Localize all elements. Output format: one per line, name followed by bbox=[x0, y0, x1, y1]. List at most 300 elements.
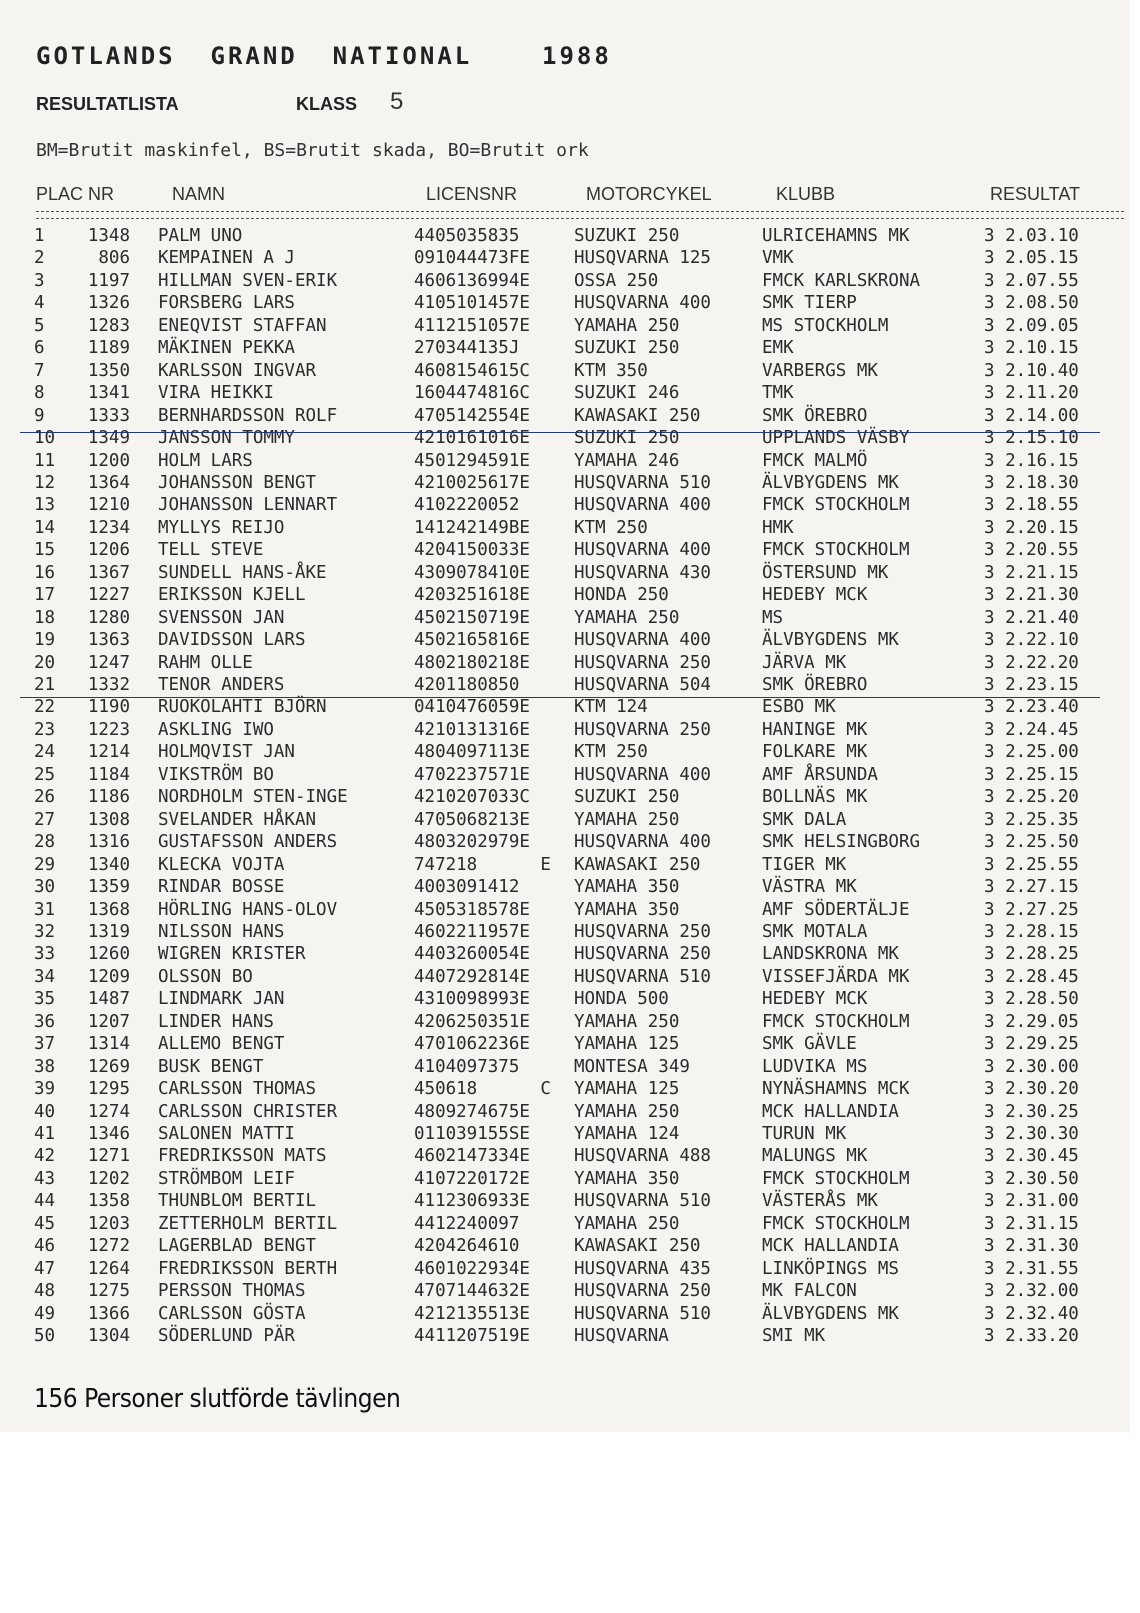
cell-klubb: AMF SÖDERTÄLJE bbox=[762, 899, 910, 920]
cell-lic: 4803202979E bbox=[414, 832, 530, 853]
cell-plac: 37 bbox=[34, 1034, 56, 1055]
cell-klubb: SMI MK bbox=[762, 1326, 826, 1347]
cell-namn: WIGREN KRISTER bbox=[158, 944, 306, 965]
cell-klubb: FMCK STOCKHOLM bbox=[762, 1168, 910, 1189]
cell-lic: 4212135513E bbox=[414, 1303, 530, 1324]
cell-nr: 1186 bbox=[87, 787, 130, 808]
cell-res: 3 2.22.20 bbox=[984, 652, 1079, 673]
cell-plac: 30 bbox=[34, 877, 56, 898]
cell-moto: YAMAHA 250 bbox=[574, 607, 680, 628]
cell-nr: 1234 bbox=[87, 517, 130, 538]
cell-moto: SUZUKI 246 bbox=[574, 383, 680, 404]
cell-nr: 1363 bbox=[87, 630, 130, 651]
cell-plac: 48 bbox=[34, 1281, 56, 1302]
cell-plac: 12 bbox=[34, 472, 56, 493]
cell-namn: FREDRIKSSON MATS bbox=[158, 1146, 327, 1167]
cell-namn: NILSSON HANS bbox=[158, 921, 285, 942]
cell-namn: KLECKA VOJTA bbox=[158, 854, 285, 875]
cell-klubb: TMK bbox=[762, 383, 794, 404]
cell-moto: YAMAHA 350 bbox=[574, 1168, 680, 1189]
cell-lic: 4606136994E bbox=[414, 270, 530, 291]
cell-moto: HUSQVARNA 400 bbox=[574, 832, 711, 853]
cell-lic: 4601022934E bbox=[414, 1258, 530, 1279]
cell-res: 3 2.21.15 bbox=[984, 562, 1079, 583]
cell-nr: 1332 bbox=[87, 675, 130, 695]
column-header-motorcykel: MOTORCYKEL bbox=[586, 184, 712, 204]
cell-moto: SUZUKI 250 bbox=[574, 787, 680, 808]
cell-namn: BERNHARDSSON ROLF bbox=[158, 405, 338, 426]
cell-plac: 43 bbox=[34, 1168, 56, 1189]
cell-nr: 1227 bbox=[87, 585, 130, 606]
cell-nr: 1359 bbox=[87, 877, 130, 898]
cell-lic: 141242149BE bbox=[414, 517, 530, 538]
cell-namn: CARLSSON CHRISTER bbox=[158, 1101, 338, 1122]
cell-res: 3 2.25.00 bbox=[984, 742, 1079, 763]
cell-klubb: FOLKARE MK bbox=[762, 742, 868, 763]
cell-namn: HOLMQVIST JAN bbox=[158, 742, 295, 763]
cell-klubb: FMCK KARLSKRONA bbox=[762, 270, 921, 291]
cell-res: 3 2.30.45 bbox=[984, 1146, 1079, 1167]
cell-namn: SÖDERLUND PÄR bbox=[158, 1326, 295, 1347]
cell-moto: YAMAHA 250 bbox=[574, 1011, 680, 1032]
cell-res: 3 2.33.20 bbox=[984, 1326, 1079, 1347]
cell-moto: HUSQVARNA 125 bbox=[574, 248, 711, 269]
cell-plac: 8 bbox=[34, 383, 45, 404]
cell-klubb: TIGER MK bbox=[762, 854, 847, 875]
cell-moto: KTM 250 bbox=[574, 517, 648, 538]
cell-plac: 45 bbox=[34, 1213, 56, 1234]
cell-lic: 4608154615C bbox=[414, 360, 530, 381]
cell-namn: SVENSSON JAN bbox=[158, 607, 285, 628]
class-label: KLASS bbox=[296, 94, 358, 114]
cell-namn: LINDER HANS bbox=[158, 1011, 274, 1032]
cell-klubb: FMCK STOCKHOLM bbox=[762, 540, 910, 561]
cell-klubb: MCK HALLANDIA bbox=[762, 1101, 899, 1122]
cell-lic: 011039155SE bbox=[414, 1124, 530, 1144]
cell-plac: 50 bbox=[34, 1326, 56, 1347]
cell-lic: 4210161016E bbox=[414, 428, 530, 449]
cell-lic: 4107220172E bbox=[414, 1168, 530, 1189]
cell-lic: 4701062236E bbox=[414, 1034, 530, 1055]
cell-klubb: VARBERGS MK bbox=[762, 360, 878, 381]
cell-plac: 3 bbox=[34, 270, 45, 291]
cell-plac: 36 bbox=[34, 1011, 56, 1032]
cell-nr: 1214 bbox=[87, 742, 130, 763]
cell-namn: RAHM OLLE bbox=[158, 652, 253, 673]
cell-moto: YAMAHA 125 bbox=[574, 1034, 680, 1055]
cell-lic: 4804097113E bbox=[414, 742, 530, 763]
cell-lic: 4403260054E bbox=[414, 944, 530, 965]
cell-nr: 1367 bbox=[87, 562, 130, 583]
cell-lic: 4802180218E bbox=[414, 652, 530, 673]
cell-klubb: MCK HALLANDIA bbox=[762, 1236, 899, 1257]
cell-res: 3 2.24.45 bbox=[984, 719, 1079, 740]
cell-plac: 26 bbox=[34, 787, 56, 808]
finishers-caption: 156 Personer slutförde tävlingen bbox=[34, 1384, 401, 1414]
cell-plac: 23 bbox=[34, 719, 56, 740]
cell-nr: 1333 bbox=[87, 405, 130, 426]
cell-nr: 1274 bbox=[87, 1101, 130, 1122]
cell-moto: YAMAHA 250 bbox=[574, 1101, 680, 1122]
cell-res: 3 2.30.00 bbox=[984, 1056, 1079, 1077]
cell-plac: 46 bbox=[34, 1236, 56, 1257]
cell-moto: SUZUKI 250 bbox=[574, 428, 680, 449]
cell-nr: 1209 bbox=[87, 966, 130, 987]
cell-moto: HONDA 500 bbox=[574, 989, 669, 1010]
cell-nr: 1189 bbox=[87, 338, 130, 359]
cell-lic: 4502165816E bbox=[414, 630, 530, 651]
cell-res: 3 2.09.05 bbox=[984, 315, 1079, 336]
cell-nr: 1264 bbox=[87, 1258, 130, 1279]
cell-plac: 33 bbox=[34, 944, 56, 965]
cell-moto: HUSQVARNA 250 bbox=[574, 1281, 711, 1302]
cell-moto: HUSQVARNA 510 bbox=[574, 1303, 711, 1324]
cell-klubb: NYNÄSHAMNS MCK bbox=[762, 1079, 910, 1100]
cell-nr: 1340 bbox=[87, 854, 130, 875]
cell-namn: PALM UNO bbox=[158, 226, 243, 246]
cell-nr: 1316 bbox=[87, 832, 130, 853]
cell-lic: 1604474816C bbox=[414, 383, 530, 404]
cell-plac: 19 bbox=[34, 630, 56, 651]
cell-nr: 1349 bbox=[87, 428, 130, 449]
cell-namn: HILLMAN SVEN-ERIK bbox=[158, 270, 338, 291]
cell-plac: 27 bbox=[34, 809, 56, 830]
column-header-namn: NAMN bbox=[172, 184, 225, 204]
cell-res: 3 2.31.30 bbox=[984, 1236, 1079, 1257]
cell-namn: LINDMARK JAN bbox=[158, 989, 285, 1010]
cell-klubb: LINKÖPINGS MS bbox=[762, 1258, 899, 1279]
cell-moto: YAMAHA 250 bbox=[574, 809, 680, 830]
cell-klubb: AMF ÅRSUNDA bbox=[762, 764, 878, 785]
cell-plac: 15 bbox=[34, 540, 56, 561]
cell-namn: HOLM LARS bbox=[158, 450, 253, 471]
cell-res: 3 2.14.00 bbox=[984, 405, 1079, 426]
cell-klubb: MK FALCON bbox=[762, 1281, 857, 1302]
cell-lic: 4602211957E bbox=[414, 921, 530, 942]
cell-nr: 1304 bbox=[87, 1326, 130, 1347]
cell-namn: TELL STEVE bbox=[158, 540, 264, 561]
cell-res: 3 2.28.15 bbox=[984, 921, 1079, 942]
cell-nr: 1223 bbox=[87, 719, 130, 740]
cell-plac: 31 bbox=[34, 899, 56, 920]
cell-moto: HUSQVARNA 400 bbox=[574, 293, 711, 314]
cell-klubb: HEDEBY MCK bbox=[762, 989, 868, 1010]
cell-lic: 4105101457E bbox=[414, 293, 530, 314]
column-header-klubb: KLUBB bbox=[776, 184, 836, 204]
cell-plac: 24 bbox=[34, 742, 56, 763]
handdrawn-line bbox=[20, 697, 1100, 698]
cell-moto: HUSQVARNA 510 bbox=[574, 1191, 711, 1212]
cell-lic: 4104097375 bbox=[414, 1056, 520, 1077]
document-subtitle: RESULTATLISTA bbox=[36, 94, 179, 114]
cell-klubb: FMCK STOCKHOLM bbox=[762, 495, 910, 516]
cell-lic: 4502150719E bbox=[414, 607, 530, 628]
cell-plac: 16 bbox=[34, 562, 56, 583]
cell-lic: 4204264610 bbox=[414, 1236, 520, 1257]
cell-moto: YAMAHA 350 bbox=[574, 877, 680, 898]
cell-plac: 21 bbox=[34, 675, 56, 695]
cell-namn: SALONEN MATTI bbox=[158, 1124, 295, 1144]
cell-klubb: SMK ÖREBRO bbox=[762, 675, 868, 695]
cell-klubb: LANDSKRONA MK bbox=[762, 944, 899, 965]
cell-nr: 1280 bbox=[87, 607, 130, 628]
cell-plac: 49 bbox=[34, 1303, 56, 1324]
cell-moto: YAMAHA 350 bbox=[574, 899, 680, 920]
cell-res: 3 2.07.55 bbox=[984, 270, 1079, 291]
cell-plac: 38 bbox=[34, 1056, 56, 1077]
cell-lic: 4003091412 bbox=[414, 877, 520, 898]
cell-moto: KTM 124 bbox=[574, 697, 648, 718]
cell-res: 3 2.31.55 bbox=[984, 1258, 1079, 1279]
cell-res: 3 2.10.15 bbox=[984, 338, 1079, 359]
cell-moto: HUSQVARNA 400 bbox=[574, 764, 711, 785]
column-header-resultat: RESULTAT bbox=[990, 184, 1081, 204]
cell-namn: SVELANDER HÅKAN bbox=[158, 809, 317, 830]
cell-res: 3 2.10.40 bbox=[984, 360, 1079, 381]
cell-lic: 4203251618E bbox=[414, 585, 530, 606]
cell-klubb: HEDEBY MCK bbox=[762, 585, 868, 606]
cell-klubb: ÄLVBYGDENS MK bbox=[762, 1303, 899, 1324]
cell-namn: KEMPAINEN A J bbox=[158, 248, 295, 269]
cell-moto: HUSQVARNA 400 bbox=[574, 540, 711, 561]
cell-namn: TENOR ANDERS bbox=[158, 675, 285, 695]
cell-plac: 11 bbox=[34, 450, 56, 471]
cell-lic: 4112151057E bbox=[414, 315, 530, 336]
class-number: 5 bbox=[390, 88, 404, 115]
cell-plac: 41 bbox=[34, 1124, 56, 1144]
cell-nr: 1368 bbox=[87, 899, 130, 920]
cell-lic: 4505318578E bbox=[414, 899, 530, 920]
cell-lic: 4310098993E bbox=[414, 989, 530, 1010]
cell-moto: HUSQVARNA 250 bbox=[574, 652, 711, 673]
cell-lic: 4102220052 bbox=[414, 495, 520, 516]
cell-res: 3 2.30.20 bbox=[984, 1079, 1079, 1100]
document-title: GOTLANDS GRAND NATIONAL 1988 bbox=[36, 42, 612, 70]
cell-klubb: SMK ÖREBRO bbox=[762, 405, 868, 426]
cell-namn: ZETTERHOLM BERTIL bbox=[158, 1213, 338, 1234]
cell-klubb: ÖSTERSUND MK bbox=[762, 562, 889, 583]
cell-res: 3 2.11.20 bbox=[984, 383, 1079, 404]
cell-plac: 14 bbox=[34, 517, 56, 538]
cell-moto: OSSA 250 bbox=[574, 270, 659, 291]
cell-plac: 7 bbox=[34, 360, 45, 381]
cell-klubb: ÄLVBYGDENS MK bbox=[762, 472, 899, 493]
cell-nr: 1190 bbox=[87, 697, 130, 718]
cell-nr: 1206 bbox=[87, 540, 130, 561]
cell-moto: HUSQVARNA 400 bbox=[574, 495, 711, 516]
cell-plac: 25 bbox=[34, 764, 56, 785]
cell-moto: YAMAHA 250 bbox=[574, 1213, 680, 1234]
cell-res: 3 2.23.40 bbox=[984, 697, 1079, 718]
cell-nr: 1247 bbox=[87, 652, 130, 673]
cell-namn: RINDAR BOSSE bbox=[158, 877, 285, 898]
handdrawn-line bbox=[20, 432, 1100, 433]
cell-nr: 1487 bbox=[87, 989, 130, 1010]
cell-nr: 1346 bbox=[87, 1124, 130, 1144]
cell-plac: 10 bbox=[34, 428, 56, 449]
abbreviation-legend: BM=Brutit maskinfel, BS=Brutit skada, BO=Brutit ork bbox=[36, 140, 589, 161]
cell-lic: 0410476059E bbox=[414, 697, 530, 718]
cell-res: 3 2.18.30 bbox=[984, 472, 1079, 493]
cell-klubb: SMK DALA bbox=[762, 809, 847, 830]
cell-namn: OLSSON BO bbox=[158, 966, 253, 987]
cell-nr: 1364 bbox=[87, 472, 130, 493]
cell-namn: MYLLYS REIJO bbox=[158, 517, 285, 538]
cell-res: 3 2.29.25 bbox=[984, 1034, 1079, 1055]
cell-nr: 1283 bbox=[87, 315, 130, 336]
cell-nr: 1197 bbox=[87, 270, 130, 291]
cell-res: 3 2.31.15 bbox=[984, 1213, 1079, 1234]
cell-moto: KAWASAKI 250 bbox=[574, 405, 701, 426]
cell-plac: 6 bbox=[34, 338, 45, 359]
cell-moto: SUZUKI 250 bbox=[574, 338, 680, 359]
cell-moto: KAWASAKI 250 bbox=[574, 1236, 701, 1257]
cell-plac: 5 bbox=[34, 315, 45, 336]
cell-res: 3 2.23.15 bbox=[984, 675, 1079, 695]
cell-moto: HUSQVARNA 400 bbox=[574, 630, 711, 651]
cell-lic: 747218 E bbox=[414, 854, 551, 875]
cell-nr: 1308 bbox=[87, 809, 130, 830]
cell-nr: 1295 bbox=[87, 1079, 130, 1100]
cell-nr: 1358 bbox=[87, 1191, 130, 1212]
cell-klubb: FMCK STOCKHOLM bbox=[762, 1213, 910, 1234]
cell-nr: 1366 bbox=[87, 1303, 130, 1324]
cell-nr: 1210 bbox=[87, 495, 130, 516]
cell-lic: 4702237571E bbox=[414, 764, 530, 785]
cell-namn: ALLEMO BENGT bbox=[158, 1034, 285, 1055]
cell-klubb: SMK MOTALA bbox=[762, 921, 868, 942]
cell-lic: 4210025617E bbox=[414, 472, 530, 493]
cell-plac: 22 bbox=[34, 697, 56, 718]
cell-moto: HUSQVARNA 510 bbox=[574, 472, 711, 493]
cell-plac: 39 bbox=[34, 1079, 56, 1100]
cell-lic: 4206250351E bbox=[414, 1011, 530, 1032]
cell-klubb: SMK GÄVLE bbox=[762, 1034, 857, 1055]
cell-klubb: FMCK STOCKHOLM bbox=[762, 1011, 910, 1032]
cell-namn: ERIKSSON KJELL bbox=[158, 585, 306, 606]
cell-namn: ENEQVIST STAFFAN bbox=[158, 315, 327, 336]
cell-res: 3 2.16.15 bbox=[984, 450, 1079, 471]
cell-klubb: VÄSTRA MK bbox=[762, 877, 857, 898]
cell-nr: 1341 bbox=[87, 383, 130, 404]
cell-plac: 1 bbox=[34, 226, 45, 246]
header-divider bbox=[36, 208, 1124, 219]
cell-plac: 47 bbox=[34, 1258, 56, 1279]
cell-namn: NORDHOLM STEN-INGE bbox=[158, 787, 348, 808]
cell-klubb: ESBO MK bbox=[762, 697, 836, 718]
cell-moto: HONDA 250 bbox=[574, 585, 669, 606]
cell-plac: 44 bbox=[34, 1191, 56, 1212]
cell-res: 3 2.29.05 bbox=[984, 1011, 1079, 1032]
cell-nr: 1319 bbox=[87, 921, 130, 942]
cell-nr: 1200 bbox=[87, 450, 130, 471]
cell-klubb: MS bbox=[762, 607, 784, 628]
cell-klubb: MALUNGS MK bbox=[762, 1146, 868, 1167]
cell-nr: 1314 bbox=[87, 1034, 130, 1055]
cell-klubb: ÄLVBYGDENS MK bbox=[762, 630, 899, 651]
cell-lic: 4210131316E bbox=[414, 719, 530, 740]
cell-plac: 32 bbox=[34, 921, 56, 942]
cell-lic: 4309078410E bbox=[414, 562, 530, 583]
cell-klubb: BOLLNÄS MK bbox=[762, 787, 868, 808]
cell-moto: HUSQVARNA 250 bbox=[574, 944, 711, 965]
cell-namn: KARLSSON INGVAR bbox=[158, 360, 317, 381]
cell-namn: STRÖMBOM LEIF bbox=[158, 1168, 295, 1189]
cell-klubb: UPPLANDS VÄSBY bbox=[762, 428, 910, 449]
cell-plac: 20 bbox=[34, 652, 56, 673]
cell-nr: 1260 bbox=[87, 944, 130, 965]
cell-nr: 1272 bbox=[87, 1236, 130, 1257]
cell-namn: GUSTAFSSON ANDERS bbox=[158, 832, 338, 853]
cell-lic: 4405035835 bbox=[414, 226, 520, 246]
cell-namn: DAVIDSSON LARS bbox=[158, 630, 306, 651]
cell-plac: 28 bbox=[34, 832, 56, 853]
cell-klubb: VÄSTERÅS MK bbox=[762, 1191, 878, 1212]
cell-moto: HUSQVARNA 250 bbox=[574, 921, 711, 942]
cell-res: 3 2.32.40 bbox=[984, 1303, 1079, 1324]
cell-namn: CARLSSON THOMAS bbox=[158, 1079, 317, 1100]
cell-lic: 4602147334E bbox=[414, 1146, 530, 1167]
cell-lic: 4210207033C bbox=[414, 787, 530, 808]
cell-nr: 1271 bbox=[87, 1146, 130, 1167]
cell-plac: 42 bbox=[34, 1146, 56, 1167]
cell-namn: VIKSTRÖM BO bbox=[158, 764, 274, 785]
cell-plac: 18 bbox=[34, 607, 56, 628]
cell-plac: 2 bbox=[34, 248, 45, 269]
cell-nr: 1348 bbox=[87, 226, 130, 246]
cell-klubb: FMCK MALMÖ bbox=[762, 450, 868, 471]
cell-res: 3 2.28.45 bbox=[984, 966, 1079, 987]
cell-lic: 4707144632E bbox=[414, 1281, 530, 1302]
cell-res: 3 2.03.10 bbox=[984, 226, 1079, 246]
cell-moto: MONTESA 349 bbox=[574, 1056, 690, 1077]
cell-namn: LAGERBLAD BENGT bbox=[158, 1236, 317, 1257]
cell-klubb: JÄRVA MK bbox=[762, 652, 847, 673]
cell-klubb: EMK bbox=[762, 338, 794, 359]
cell-namn: JOHANSSON LENNART bbox=[158, 495, 338, 516]
cell-moto: HUSQVARNA 510 bbox=[574, 966, 711, 987]
cell-plac: 9 bbox=[34, 405, 45, 426]
cell-klubb: VISSEFJÄRDA MK bbox=[762, 966, 910, 987]
cell-res: 3 2.25.35 bbox=[984, 809, 1079, 830]
cell-nr: 806 bbox=[98, 248, 130, 269]
column-header-licensnr: LICENSNR bbox=[426, 184, 518, 204]
cell-namn: SUNDELL HANS-ÅKE bbox=[158, 562, 327, 583]
cell-moto: KAWASAKI 250 bbox=[574, 854, 701, 875]
cell-res: 3 2.30.25 bbox=[984, 1101, 1079, 1122]
cell-lic: 4411207519E bbox=[414, 1326, 530, 1347]
cell-moto: KTM 350 bbox=[574, 360, 648, 381]
cell-res: 3 2.22.10 bbox=[984, 630, 1079, 651]
cell-namn: FORSBERG LARS bbox=[158, 293, 295, 314]
cell-klubb: HMK bbox=[762, 517, 794, 538]
cell-nr: 1326 bbox=[87, 293, 130, 314]
cell-moto: YAMAHA 246 bbox=[574, 450, 680, 471]
cell-res: 3 2.30.30 bbox=[984, 1124, 1079, 1144]
cell-nr: 1202 bbox=[87, 1168, 130, 1189]
cell-res: 3 2.20.15 bbox=[984, 517, 1079, 538]
cell-moto: KTM 250 bbox=[574, 742, 648, 763]
cell-lic: 4412240097 bbox=[414, 1213, 520, 1234]
cell-klubb: LUDVIKA MS bbox=[762, 1056, 868, 1077]
cell-nr: 1184 bbox=[87, 764, 130, 785]
cell-res: 3 2.21.40 bbox=[984, 607, 1079, 628]
cell-klubb: SMK TIERP bbox=[762, 293, 857, 314]
cell-namn: ASKLING IWO bbox=[158, 719, 274, 740]
cell-moto: HUSQVARNA 488 bbox=[574, 1146, 711, 1167]
cell-plac: 40 bbox=[34, 1101, 56, 1122]
cell-moto: YAMAHA 124 bbox=[574, 1124, 680, 1144]
